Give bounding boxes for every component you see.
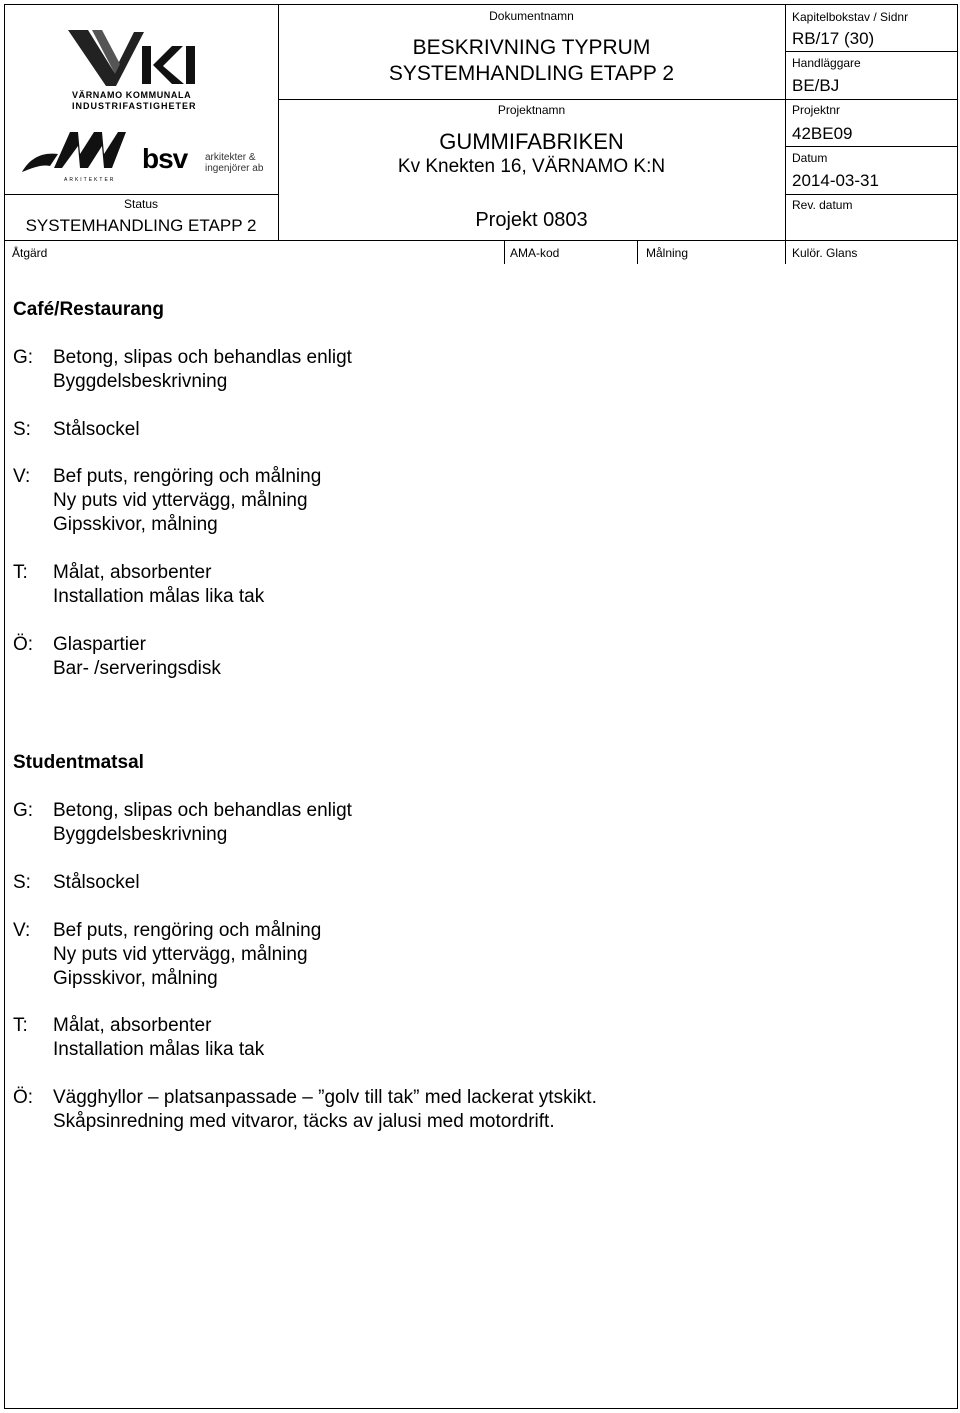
row-key: Ö: [13, 634, 34, 655]
column-divider [637, 240, 638, 264]
dokumentnamn-label: Dokumentnamn [489, 9, 574, 23]
row-key: T: [13, 562, 28, 583]
row-line: Betong, slipas och behandlas enligt [53, 347, 352, 368]
row-line: Ny puts vid yttervägg, målning [53, 944, 308, 965]
column-ama-kod: AMA-kod [510, 246, 560, 260]
bsv-logo [142, 144, 262, 180]
bsv-logo-line1: arkitekter & [205, 152, 256, 163]
section-title: Café/Restaurang [13, 299, 164, 320]
row-key: V: [13, 920, 31, 941]
header-divider [4, 194, 278, 195]
row-key: S: [13, 872, 31, 893]
row-line: Målat, absorbenter [53, 562, 212, 583]
row-line: Vägghyllor – platsanpassade – ”golv till tak” med lackerat ytskikt. [53, 1087, 597, 1108]
column-divider [785, 240, 786, 264]
projektnamn-label: Projektnamn [497, 103, 566, 117]
row-key: G: [13, 347, 34, 368]
revdatum-label: Rev. datum [792, 198, 853, 212]
mm-logo [20, 128, 130, 186]
row-key: V: [13, 466, 31, 487]
projektnamn-line1: GUMMIFABRIKEN [439, 129, 624, 154]
projekt-number: Projekt 0803 [475, 209, 588, 231]
column-kulor-glans: Kulör. Glans [792, 246, 858, 260]
header-divider [4, 240, 958, 241]
row-key: Ö: [13, 1087, 34, 1108]
projektnr-value: 42BE09 [792, 124, 853, 143]
datum-value: 2014-03-31 [792, 171, 879, 190]
header-divider [278, 99, 785, 100]
kapitel-value: RB/17 (30) [792, 29, 875, 48]
dokumentnamn-line1: BESKRIVNING TYPRUM [412, 36, 651, 59]
column-malning: Målning [646, 246, 689, 260]
row-line: Stålsockel [53, 872, 140, 893]
bsv-logo-wordmark: bsv [142, 143, 188, 174]
row-key: G: [13, 800, 34, 821]
dokumentnamn-line2: SYSTEMHANDLING ETAPP 2 [388, 62, 675, 85]
row-line: Stålsockel [53, 419, 140, 440]
header-divider [785, 51, 958, 52]
row-line: Betong, slipas och behandlas enligt [53, 800, 352, 821]
vki-logo [62, 28, 212, 112]
vki-logo-line1: VÄRNAMO KOMMUNALA [72, 90, 192, 100]
handlaggare-label: Handläggare [792, 56, 861, 70]
datum-label: Datum [792, 151, 828, 165]
row-line: Bef puts, rengöring och målning [53, 920, 322, 941]
row-line: Gipsskivor, målning [53, 968, 218, 989]
row-line: Glaspartier [53, 634, 146, 655]
mm-logo-caption: ARKITEKTER [64, 177, 116, 183]
row-line: Skåpsinredning med vitvaror, täcks av jalusi med motordrift. [53, 1111, 555, 1132]
header-divider [785, 194, 958, 195]
vki-logo-mark [62, 28, 212, 88]
status-value: SYSTEMHANDLING ETAPP 2 [25, 216, 257, 235]
row-line: Bar- /serveringsdisk [53, 658, 221, 679]
section-title: Studentmatsal [13, 752, 144, 773]
row-line: Bef puts, rengöring och målning [53, 466, 322, 487]
projektnamn-line2: Kv Knekten 16, VÄRNAMO K:N [397, 156, 666, 177]
projektnr-label: Projektnr [792, 103, 841, 117]
row-line: Målat, absorbenter [53, 1015, 212, 1036]
status-label: Status [123, 197, 159, 211]
row-line: Gipsskivor, målning [53, 514, 218, 535]
row-line: Installation målas lika tak [53, 1039, 265, 1060]
bsv-logo-line2: ingenjörer ab [205, 163, 264, 174]
kapitel-label: Kapitelbokstav / Sidnr [792, 10, 909, 24]
handlaggare-value: BE/BJ [792, 76, 840, 95]
column-divider [504, 240, 505, 264]
row-line: Byggdelsbeskrivning [53, 824, 228, 845]
row-line: Ny puts vid yttervägg, målning [53, 490, 308, 511]
column-atgard: Åtgärd [12, 246, 48, 260]
header-divider [785, 99, 958, 100]
header-divider [785, 146, 958, 147]
header-divider [785, 4, 786, 240]
row-line: Installation målas lika tak [53, 586, 265, 607]
row-key: T: [13, 1015, 28, 1036]
vki-logo-line2: INDUSTRIFASTIGHETER [72, 101, 197, 111]
row-key: S: [13, 419, 31, 440]
mm-logo-mark [20, 128, 130, 176]
row-line: Byggdelsbeskrivning [53, 371, 228, 392]
